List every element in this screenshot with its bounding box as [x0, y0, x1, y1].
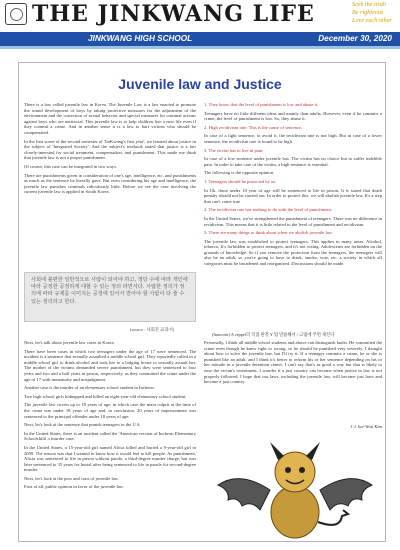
- paragraph: There is a law called juvenile law in Korea. The Juvenile Law is a law enacted to promote the sound development of boys by taking protective measures for the adjustment of the environment and the correction of sexual behavior and special measures for criminal actions against boys who are antisocial. This juvenile law is to help children live a new life even if they commit a crime. And in another sense it is a law to hurt victims who should be compensated.: [24, 102, 196, 135]
- paragraph: The juvenile law was established to protect teenagers. This applies in many areas. Alcohol, tobacco. It's forbidden to protect teenagers, and it's not voting. Adolescents are forbidden on the grounds of knowledge. So if you remove the protection from the teenagers, the teenagers will also be an adult, so you're going to have to drink, smoke, vote, etc. a society in which all categories must be broadened and reorganized. Discussions should be made.: [204, 238, 382, 267]
- article-headline: Juvenile law and Justice: [118, 76, 282, 92]
- right-column-bottom: [204, 340, 382, 388]
- paragraph: Next, let's talk about juvenile law cases in Korea.: [24, 340, 115, 345]
- motto-line: Love each other: [352, 16, 392, 24]
- paragraph: Personally, I think all middle school students and above can distinguish faults. He committed the crime even though he knew right or wrong, so he should be punished very severely. I thought about how to solve the juvenile law, but I'll try it. If a teenager commits a crime, he or she is punished like an adult, and I think it's better to reform his or her sentence depending on his or her attitude in a juvenile detention center. I can't say that's as good a way but that is likely to ease the victim's resentment. I wonder if a just country can become when justice in law is not properly followed. I hope that our laws, including the juvenile law, will become just laws and become a just country.: [204, 340, 382, 385]
- quote-box: 사회에 불편한 일반적으로 사람이 되어야 하고, 정당 수에 따라 개인에 따라 공정한 공정하게 대할 수 있는 정의 라면서다. 사람한 정의가 정의에 따라 규제를 이미지는 공정에 있어서 받아야 할 사람이 다 줄 수 있는 정의라고 한다.: [24, 272, 196, 322]
- header-bar: [0, 32, 400, 46]
- image-caption: (Innocent) A ceppel의 직접 판결 Y 법 말씀해서 / 크림에 주면 제신다: [212, 332, 335, 337]
- paragraph: Another case is the murder of an elementary school student in Incheon.: [24, 385, 155, 391]
- paragraph: In the United States, there is an incident called the 'American version of Incheon Elementary Schoolchild .s murder case.': [24, 430, 196, 442]
- subheading: 1. They know that the level of punishment is low and abuse it.: [204, 102, 319, 107]
- paragraph: Next, let's look at the sentence that punish teenagers in the U.S.: [24, 422, 141, 428]
- bat-wing-right: [320, 479, 372, 510]
- horn-right: [306, 442, 320, 460]
- subheading: 2. High recidivism rate. This is the cause of sentence.: [204, 124, 303, 130]
- paragraph: Of course, this case can be integrated in two ways.: [24, 163, 117, 169]
- masthead: [0, 0, 400, 32]
- paragraph: Next, let's look at the pros and cons of juvenile law.: [24, 475, 119, 481]
- paragraph: In case of a low sentence under juvenile law, The victim has no choice but to suffer indelible pain. In order to take care of the victim, a high sentence is essential.: [204, 156, 382, 167]
- motto-tags: [352, 1, 398, 24]
- paragraph: In case of a light sentence, to avoid it, the recidivism rate is not high. But in case of a lower sentence, the recidivism rate is found to be high.: [204, 133, 382, 144]
- bat-wing-left: [218, 479, 270, 510]
- paragraph: In the first scene of the second semester of 'JinKwang's first year', we learned about justice in the subject of 'Integrated Society'. And the subject's textbook stated that justice is a fair closely-intersted for social treatment, compensation, and punishment. This made me think that juvenile law is not a proper punishment.: [24, 138, 196, 161]
- issue-date: December 30, 2020: [318, 34, 392, 43]
- school-name: JINKWANG HIGH SCHOOL: [88, 34, 193, 43]
- tail: [318, 510, 348, 525]
- devil-body: [271, 486, 319, 538]
- paragraph: There have been cases in which two teenagers under the age of 17 were sentenced. The incident is a sentence that sexually assaulted a middle school girl. They reportedly called in a middle school girl to drink alcohol and took her to a lodging house to sexually assault her. The mother of the victims demanded severe punishment, but they were sentenced to four years and two and a half years in prison, respectively, as they committed the crime under the age of 17 with immaturity and misjudgment.: [24, 348, 196, 382]
- author-byline: 1-1 Jae-Won Kim: [350, 424, 382, 429]
- motto-line: Be righteous: [352, 8, 384, 16]
- eye-right: [299, 467, 305, 473]
- paragraph: In the United States, a 15-year-old girl named Alicia killed and buried a 9-year-old girl in 2009. The reason was that I wanted to know how it would feel to kill people. As punishment, Alicia was sentenced to life in prison without parole, a third-degree murder charge, but was later sentenced to 35 years for burial after being sentenced to life in parole for second-degree murder.: [24, 444, 196, 473]
- newspaper-title: THE JINKWANG LIFE: [32, 1, 315, 27]
- paragraph: In Uk, those under 18 year of age will be sentenced to life in prison, It is stated that death penalty should not be carried out. In order to protect this, we will abolish juvenile law, It's a step that can't come true: [204, 187, 382, 204]
- subheading: 3. The victim has to live in pain.: [204, 147, 264, 153]
- school-logo-icon: [5, 3, 27, 25]
- paragraph: The juvenile law covers up to 18 years of age, in which case the main culprit at the time of the crime was under 18 years of age and, in conclusion, 20 years of imprisonment was sentenced to the principal offender under 18 years of age.: [24, 402, 196, 419]
- subheading: 1. Teenagers should be protected by us.: [204, 178, 277, 184]
- paragraph: There are punishments given in consideration of one's age, intelligence, etc. and punishments as much as the sentence he literally gave. But even considering his age and intelligence, the juvenile law punishes criminals ridiculously little. Before we see the case involving the current juvenile law is applied in South Korea.: [24, 172, 196, 195]
- header-divider: [0, 46, 400, 49]
- devil-illustration: [210, 430, 380, 540]
- paragraph: Teenagers have no little different ideas and mainly than adults. However, even if he commits a crime, the level of punishment is low. So, they abuse it.: [204, 110, 382, 122]
- motto-line: Seek the truth: [352, 1, 387, 8]
- paragraph: The following is the opposite opinion.: [204, 170, 275, 176]
- paragraph: Two high school girls kidnapped and killed an eight-year-old elementary school student.: [24, 393, 187, 399]
- eye-left: [285, 467, 291, 473]
- paragraph: First of all, public opinion in favor of the juvenile law.: [24, 484, 124, 490]
- horn-left: [270, 442, 284, 460]
- subheading: 2. The recidivism rate has nothing to do with the level of punishment.: [204, 207, 333, 213]
- left-column-bottom: [24, 340, 196, 493]
- right-column-top: [204, 102, 382, 270]
- subheading: 3. There are many things to think about when we abolish juvenile law.: [204, 230, 333, 236]
- paragraph: In the United States, we've strengthened the punishment of teenagers. There was no difference in recidivism. This means that it is little related to the level of punishment and recidivism.: [204, 215, 382, 227]
- left-column-top: [24, 102, 196, 198]
- quote-source: (source : 사회문 교과서): [130, 327, 175, 332]
